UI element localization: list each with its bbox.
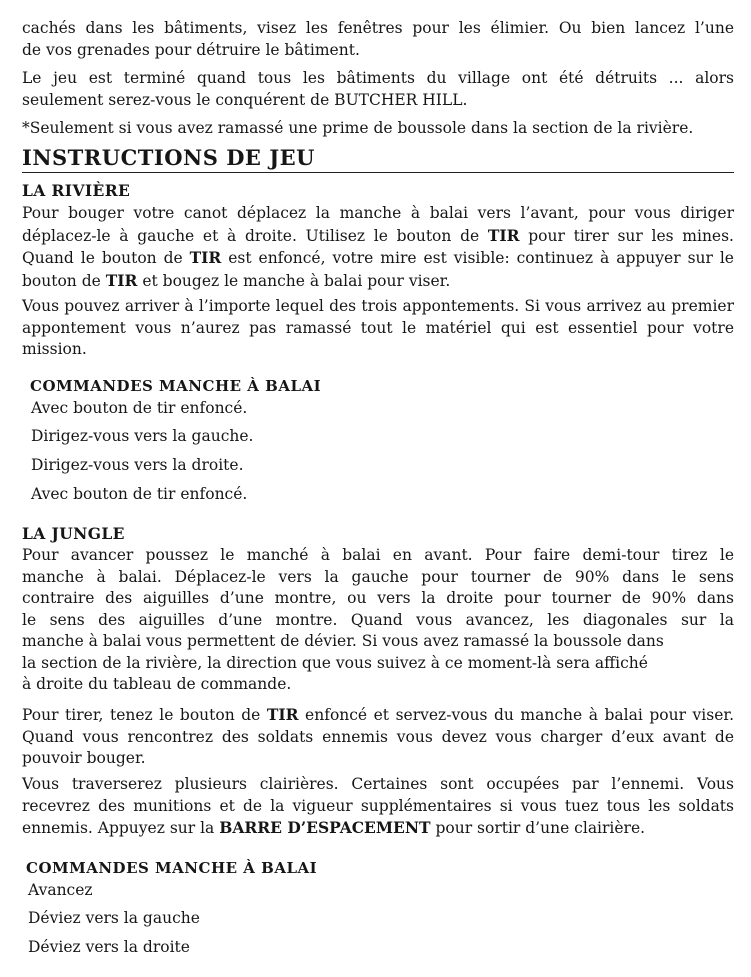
text-line: Pour avancer poussez le manché à balai en avant. Pour faire demi-tour tirez le: [22, 546, 734, 564]
text-line: la section de la rivière, la direction que vous suivez à ce moment-là sera affiché: [22, 653, 648, 672]
jungle-command-item: Déviez vers la droite: [28, 938, 190, 956]
text-run: est enfoncé, votre mire est visible: continuez à appuyer sur le bouton de: [22, 249, 734, 290]
text-run: Pour tirer, tenez le bouton de: [22, 706, 267, 724]
riviere-heading: [22, 181, 734, 201]
section-divider: [22, 172, 734, 173]
text-run: Pour bouger votre canot déplacez la manche à balai vers l’avant, pour vous diriger déplacez-le à gauche et à droite. Utilisez le bouton de: [22, 204, 734, 245]
tir-keyword: TIR: [487, 225, 520, 245]
section-title-instructions: [22, 146, 734, 170]
text-run: et bougez le manche à balai pour viser.: [137, 271, 451, 290]
text-line: cachés dans les bâtiments, visez les fenêtres pour les élimier. Ou bien lancez l’une: [22, 19, 734, 37]
jungle-heading: [22, 524, 734, 544]
text-run: enfoncé et servez-vous du manche à balai pour viser. Quand vous rencontrez des soldats ennemis vous devez vous charger d’eux avant de pouvoir bouger.: [22, 706, 734, 767]
page-title: INSTRUCTIONS DE JEU: [22, 145, 315, 170]
subsection-title: LA JUNGLE: [22, 524, 125, 543]
text-run: pour sortir d’une clairière.: [430, 819, 646, 837]
text-line: contraire des aiguilles d’une montre, ou vers la droite pour tourner de 90% dans: [22, 589, 734, 607]
subsection-title: LA RIVIÈRE: [22, 181, 131, 200]
jungle-paragraph-1: [22, 545, 734, 696]
tir-keyword: TIR: [105, 270, 138, 290]
text-line: seulement serez-vous le conquérent de BUTCHER HILL.: [22, 90, 468, 109]
intro-footnote: [22, 118, 734, 140]
intro-paragraph-1: [22, 18, 734, 61]
riviere-command-item: Dirigez-vous vers la gauche.: [31, 427, 254, 445]
jungle-paragraph-2: [22, 704, 734, 770]
riviere-command-item: Avec bouton de tir enfoncé.: [31, 485, 248, 503]
text-line: de vos grenades pour détruire le bâtiment.: [22, 40, 360, 59]
riviere-commands-title: COMMANDES MANCHE À BALAI: [30, 377, 322, 395]
text-line: Le jeu est terminé quand tous les bâtiments du village ont été détruits ... alors: [22, 69, 734, 87]
text-run: Vous traverserez plusieurs clairières. Certaines sont occupées par l’ennemi. Vous recevrez des munitions et de la vigueur supplémentaires si vous tuez tous les soldats ennemis. Appuyez sur la: [22, 775, 734, 837]
paragraph-text: Vous pouvez arriver à l’importe lequel des trois appontements. Si vous arrivez au premier appontement vous n’aurez pas ramassé tout le matériel qui est essentiel pour votre mission.: [22, 297, 734, 358]
intro-paragraph-2: [22, 68, 734, 111]
riviere-paragraph-2: [22, 296, 734, 361]
space-bar-keyword: BARRE D’ESPACEMENT: [219, 818, 431, 837]
text-line: à droite du tableau de commande.: [22, 675, 292, 693]
text-line: le sens des aiguilles d’une montre. Quand vous avancez, les diagonales sur la: [22, 610, 734, 629]
jungle-commands-title: COMMANDES MANCHE À BALAI: [26, 859, 318, 877]
riviere-command-item: Dirigez-vous vers la droite.: [31, 456, 244, 474]
jungle-paragraph-3: [22, 774, 734, 840]
riviere-command-item: Avec bouton de tir enfoncé.: [31, 399, 248, 417]
text-run: pour tirer sur les mines. Quand le bouton de: [22, 226, 734, 267]
text-line: *Seulement si vous avez ramassé une prime de boussole dans la section de la rivière.: [22, 119, 694, 137]
riviere-paragraph-1: [22, 203, 734, 292]
text-line: manche à balai. Déplacez-le vers la gauche pour tourner de 90% dans le sens: [22, 567, 734, 586]
jungle-command-item: Avancez: [28, 881, 93, 899]
tir-keyword: TIR: [266, 705, 299, 724]
jungle-command-item: Déviez vers la gauche: [28, 909, 200, 927]
tir-keyword: TIR: [189, 248, 222, 267]
text-line: manche à balai vous permettent de dévier. Si vous avez ramassé la boussole dans: [22, 632, 664, 650]
